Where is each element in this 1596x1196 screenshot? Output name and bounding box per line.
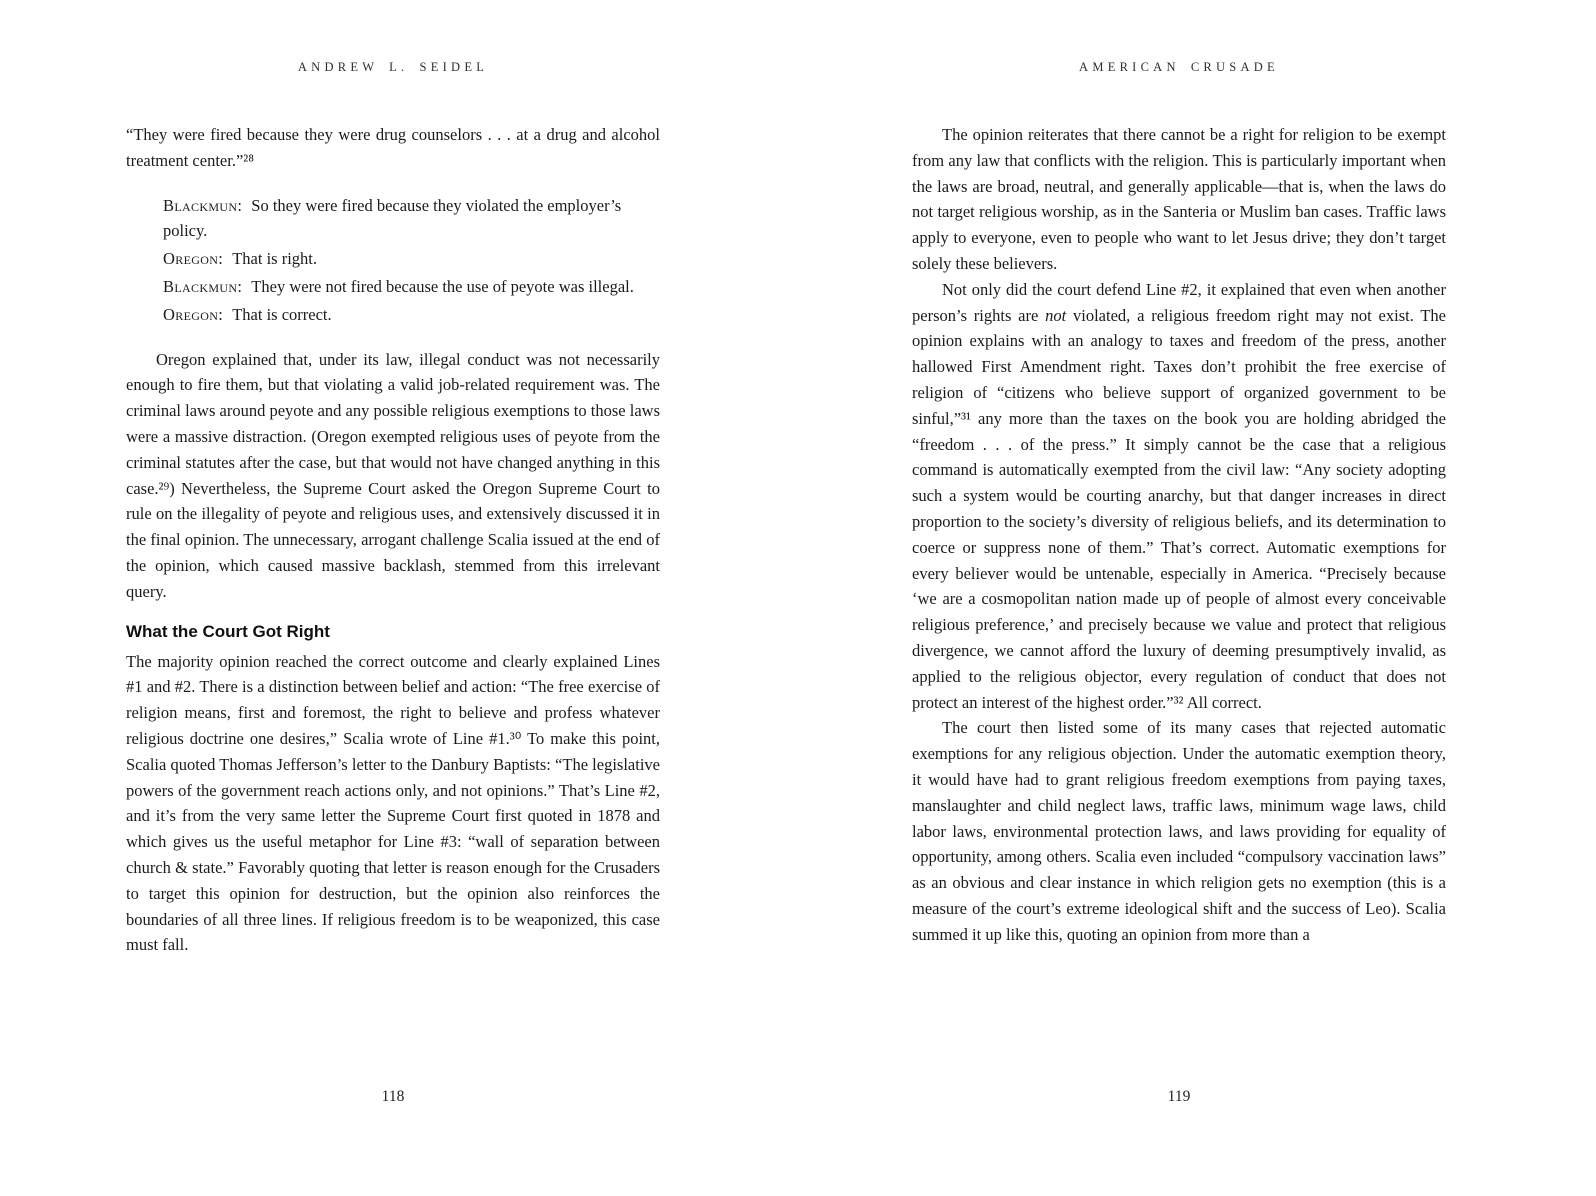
right-paragraph-opinion-reiterates: The opinion reiterates that there cannot be a right for religion to be exempt from any law that conflicts with the religion. This is particularly important when the laws are broad, neutral, and generally applicable—that is, when the laws do not target religious worship, as in the Santeria or Muslim ban cases. Traffic laws apply to everyone, even to people who want to let Jesus drive; they don’t target solely these believers. [912,125,1446,273]
dialogue-line [163,246,660,272]
paragraph-segment-italic: not [1045,305,1067,325]
dialogue-line [163,193,660,245]
paragraph-segment: Not only did the court defend Line #2, it explained that even when another person’s rights are [912,279,1446,325]
running-header-title: AMERICAN CRUSADE [1079,60,1279,74]
right-paragraph-court-listed: The court then listed some of its many cases that rejected automatic exemptions for any religious objection. Under the automatic exemption theory, it would have had to grant religious freedom exemptions from paying taxes, manslaughter and child neglect laws, traffic laws, minimum wage laws, child labor laws, environmental protection laws, and laws providing for equality of opportunity, among others. Scalia even included “compulsory vaccination laws” as an obvious and clear instance in which religion gets no exemption (this is a measure of the court’s extreme ideological shift and the success of Leo). Scalia summed it up like this, quoting an opinion from more than a [912,718,1446,944]
section-heading: What the Court Got Right [126,621,330,641]
page-left-body [126,122,660,958]
running-header-author: ANDREW L. SEIDEL [297,60,489,74]
speaker-label: Blackmun: [163,276,243,296]
dialogue-line [163,274,660,300]
left-paragraph-quote-intro: “They were fired because they were drug counselors . . . at a drug and alcohol treatment center.”²⁸ [126,125,660,170]
page-number-right: 119 [1167,1088,1191,1105]
left-paragraph-oregon-explained: Oregon explained that, under its law, illegal conduct was not necessarily enough to fire them, but that violating a valid job-related requirement was. The criminal laws around peyote and any possible religious exemptions to those laws were a massive distraction. (Oregon exempted religious uses of peyote from the criminal statutes after the case, but that would not have changed anything in this case.²⁹) Nevertheless, the Supreme Court asked the Oregon Supreme Court to rule on the illegality of peyote and religious uses, and extensively discussed it in the final opinion. The unnecessary, arrogant challenge Scalia issued at the end of the opinion, which caused massive backlash, stemmed from this irrelevant query. [126,349,660,601]
page-right [912,0,1446,1196]
dialogue-block [163,193,660,328]
dialogue-text: They were not fired because the use of peyote was illegal. [251,276,634,296]
right-paragraph-line-two [912,277,1446,716]
dialogue-text: That is correct. [232,304,332,324]
speaker-label: Oregon: [163,249,224,269]
page-number-left: 118 [381,1088,405,1105]
speaker-label: Oregon: [163,304,224,324]
page-left [126,0,660,1196]
page-right-body [912,122,1446,948]
paragraph-segment: violated, a religious freedom right may not exist. The opinion explains with an analogy to taxes and freedom of the press, another hallowed First Amendment right. Taxes don’t prohibit the free exercise of religion of “citizens who believe support of organized government to be sinful,”³¹ any more than the taxes on the book you are holding abridged the “freedom . . . of the press.” It simply cannot be the case that a religious command is automatically exempted from the civil law: “Any society adopting such a system would be courting anarchy, but that danger increases in direct proportion to the society’s diversity of religious beliefs, and its determination to coerce or suppress none of them.” That’s correct. Automatic exemptions for every believer would be untenable, especially in America. “Precisely because ‘we are a cosmopolitan nation made up of people of almost every conceivable religious preference,’ and precisely because we value and protect that religious divergence, we cannot afford the luxury of deeming presumptively invalid, as applied to the religious objector, every regulation of conduct that does not protect an interest of the highest order.”³² All correct. [912,305,1446,712]
left-paragraph-majority-opinion: The majority opinion reached the correct outcome and clearly explained Lines #1 and #2. There is a distinction between belief and action: “The free exercise of religion means, first and foremost, the right to believe and profess whatever religious doctrine one desires,” Scalia wrote of Line #1.³⁰ To make this point, Scalia quoted Thomas Jefferson’s letter to the Danbury Baptists: “The legislative powers of the government reach actions only, and not opinions.” That’s Line #2, and it’s from the very same letter the Supreme Court first quoted in 1878 and which gives us the useful metaphor for Line #3: “wall of separation between church & state.” Favorably quoting that letter is reason enough for the Crusaders to target this opinion for destruction, but the opinion also reinforces the boundaries of all three lines. If religious freedom is to be weaponized, this case must fall. [126,651,660,955]
dialogue-text: So they were fired because they violated the employer’s policy. [163,195,622,241]
dialogue-text: That is right. [232,249,317,269]
speaker-label: Blackmun: [163,195,243,215]
dialogue-line [163,302,660,328]
